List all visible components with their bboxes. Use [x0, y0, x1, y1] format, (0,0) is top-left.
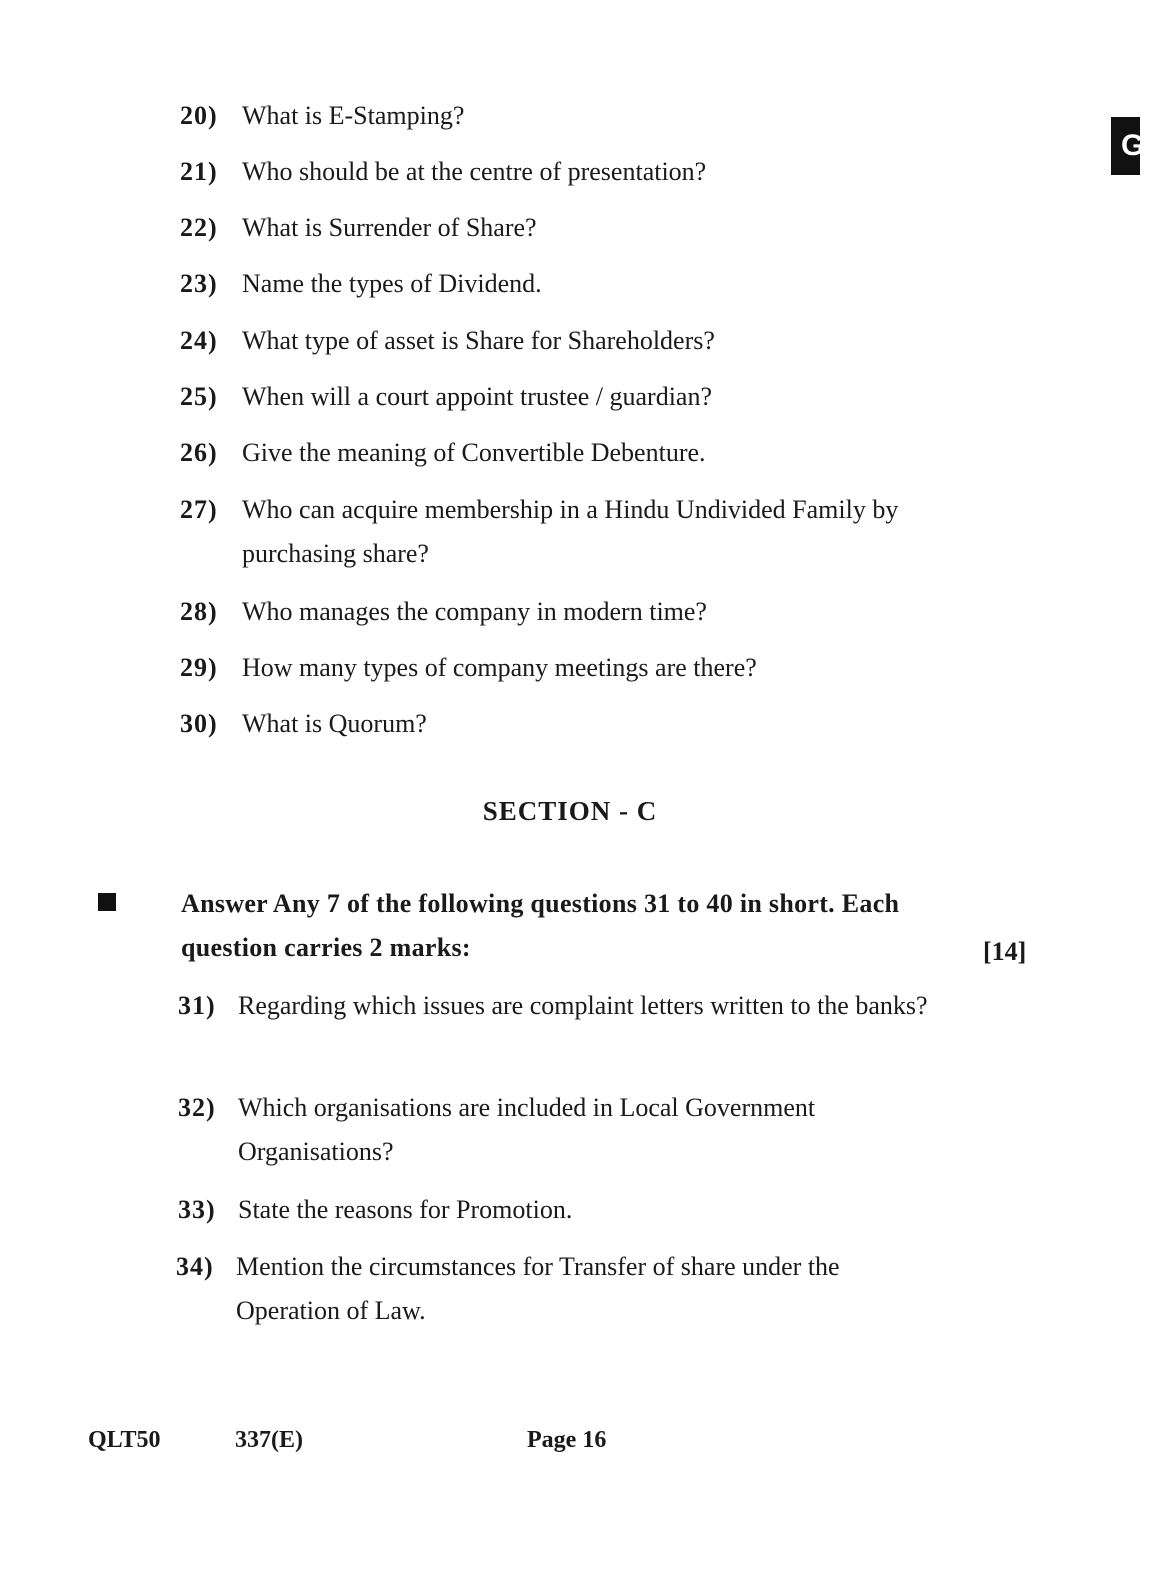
question-23: 23) Name the types of Dividend. [180, 269, 542, 298]
question-34: 34) Mention the circumstances for Transfer of share under the Operation of Law. [176, 1252, 840, 1325]
section-marks: [14] [983, 937, 1027, 966]
question-27: 27) Who can acquire membership in a Hindu Undivided Family by purchasing share? [180, 495, 899, 568]
question-20: 20) What is E-Stamping? [180, 101, 465, 130]
question-22: 22) What is Surrender of Share? [180, 213, 537, 242]
question-31: 31) Regarding which issues are complaint letters written to the banks? [178, 991, 928, 1020]
question-32: 32) Which organisations are included in Local Government Organisations? [178, 1093, 816, 1166]
question-29: 29) How many types of company meetings are there? [180, 653, 757, 682]
square-bullet-icon [98, 893, 116, 911]
question-28: 28) Who manages the company in modern time? [180, 597, 707, 626]
question-24: 24) What type of asset is Share for Shareholders? [180, 326, 715, 355]
section-instruction: Answer Any 7 of the following questions 31 to 40 in short. Each question carries 2 marks: [181, 889, 900, 962]
edge-tab-marker: G [1111, 117, 1140, 175]
footer-page-number: Page 16 [527, 1427, 607, 1453]
section-heading: SECTION - C [482, 796, 658, 826]
question-30: 30) What is Quorum? [180, 709, 427, 738]
question-26: 26) Give the meaning of Convertible Debenture. [180, 438, 706, 467]
question-33: 33) State the reasons for Promotion. [178, 1195, 573, 1224]
footer-paper: 337(E) [235, 1427, 303, 1453]
question-25: 25) When will a court appoint trustee / guardian? [180, 382, 713, 411]
question-21: 21) Who should be at the centre of presentation? [180, 157, 707, 186]
footer-code: QLT50 [88, 1427, 161, 1453]
